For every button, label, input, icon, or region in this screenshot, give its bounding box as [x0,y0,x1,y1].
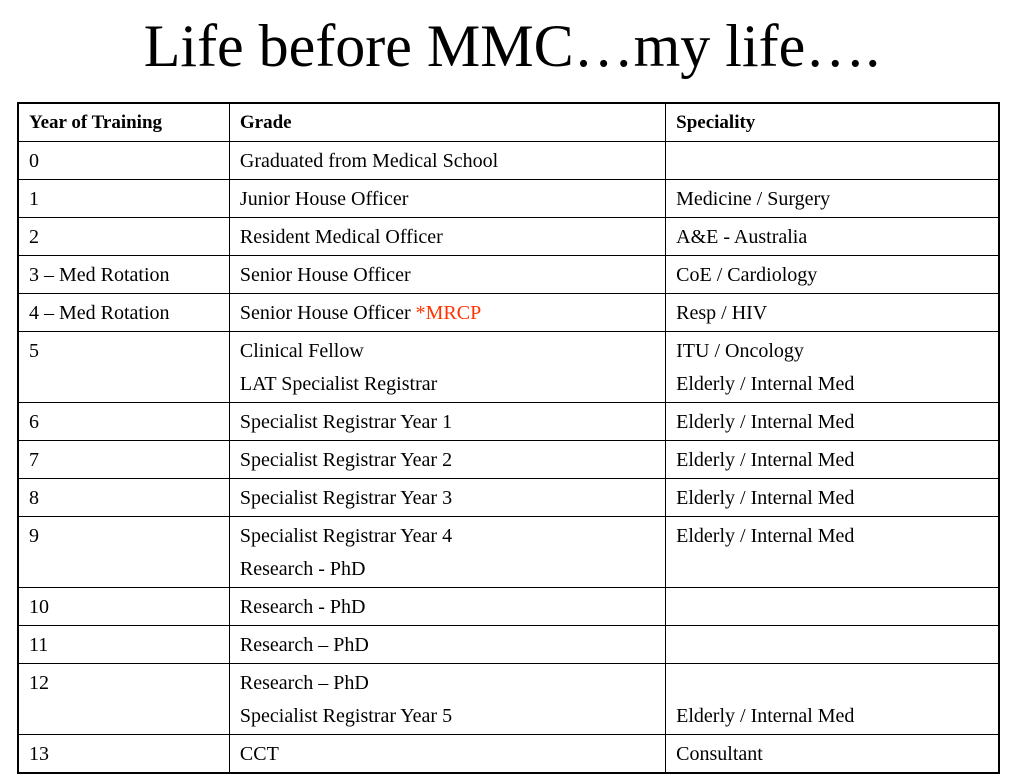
speciality-cell [666,142,999,180]
grade-line [240,187,655,211]
year-cell: 5 [18,332,229,403]
table-row [18,142,999,180]
table-row [18,256,999,294]
grade-cell [229,218,665,256]
grade-line [240,339,655,363]
grade-cell [229,142,665,180]
grade-line [240,225,655,249]
grade-cell [229,180,665,218]
speciality-line: ITU / Oncology [676,340,804,362]
year-cell: 13 [18,735,229,774]
speciality-cell [666,294,999,332]
grade-text: LAT Specialist Registrar [239,373,438,395]
grade-cell [229,403,665,441]
slide-title: Life before MMC…my life…. [143,13,881,79]
year-cell: 12 [18,664,229,735]
grade-cell [229,256,665,294]
speciality-line: Elderly / Internal Med [676,487,855,509]
grade-line [240,149,655,173]
grade-line [240,301,655,325]
table-row [18,332,999,403]
speciality-line [676,671,988,695]
grade-line [240,704,655,728]
grade-text: Senior House Officer [239,302,411,324]
grade-text: Resident Medical Officer [239,226,443,248]
header-year-of-training: Year of Training [18,103,229,142]
speciality-cell [666,588,999,626]
table-row [18,441,999,479]
grade-text: Specialist Registrar Year 5 [239,705,453,727]
year-cell: 9 [18,517,229,588]
grade-line [240,486,655,510]
speciality-cell [666,218,999,256]
grade-text: Research – PhD [239,634,369,656]
table-row [18,294,999,332]
grade-line [240,524,655,548]
grade-text: Research - PhD [239,596,366,618]
speciality-cell [666,479,999,517]
year-cell: 8 [18,479,229,517]
speciality-cell [666,664,999,735]
grade-text: Research – PhD [239,672,369,694]
year-cell: 1 [18,180,229,218]
year-cell: 6 [18,403,229,441]
grade-line [240,263,655,287]
speciality-line: Elderly / Internal Med [676,705,855,727]
speciality-cell [666,403,999,441]
year-cell: 3 – Med Rotation [18,256,229,294]
table-header-row [18,103,999,142]
table-row [18,664,999,735]
grade-line [240,671,655,695]
speciality-cell [666,735,999,774]
table-row [18,588,999,626]
grade-text: Specialist Registrar Year 4 [239,525,453,547]
grade-text: Clinical Fellow [239,340,364,362]
speciality-line: Elderly / Internal Med [676,525,855,547]
year-cell: 7 [18,441,229,479]
table-body [18,142,999,774]
grade-text: Junior House Officer [239,188,409,210]
speciality-line: Resp / HIV [676,302,768,324]
grade-text: Specialist Registrar Year 1 [239,411,453,433]
year-cell: 0 [18,142,229,180]
table-row [18,517,999,588]
grade-cell [229,332,665,403]
speciality-cell [666,441,999,479]
grade-text: CCT [239,743,279,765]
grade-cell [229,588,665,626]
grade-cell [229,441,665,479]
grade-cell [229,626,665,664]
grade-line [240,633,655,657]
grade-line [240,595,655,619]
grade-cell [229,479,665,517]
grade-line [240,557,655,581]
year-cell: 11 [18,626,229,664]
speciality-line: Elderly / Internal Med [676,411,855,433]
speciality-line: Elderly / Internal Med [676,373,855,395]
speciality-cell [666,626,999,664]
table-row [18,479,999,517]
speciality-cell [666,517,999,588]
training-table [17,102,1000,774]
grade-text: Research - PhD [239,558,366,580]
table-row [18,218,999,256]
year-cell: 2 [18,218,229,256]
year-cell: 10 [18,588,229,626]
year-cell: 4 – Med Rotation [18,294,229,332]
speciality-line: Elderly / Internal Med [676,449,855,471]
table-row [18,626,999,664]
mrcp-highlight: *MRCP [415,302,482,324]
grade-text: Specialist Registrar Year 2 [239,449,453,471]
table-row [18,180,999,218]
header-grade: Grade [229,103,665,142]
speciality-line: A&E - Australia [676,226,808,248]
speciality-cell [666,180,999,218]
grade-line [240,448,655,472]
grade-text: Specialist Registrar Year 3 [239,487,453,509]
speciality-line: Medicine / Surgery [676,188,831,210]
speciality-line: Consultant [676,743,763,765]
speciality-line: CoE / Cardiology [676,264,818,286]
grade-text: Graduated from Medical School [239,150,499,172]
grade-cell [229,735,665,774]
header-speciality: Speciality [666,103,999,142]
grade-line [240,742,655,766]
speciality-cell [666,332,999,403]
grade-cell [229,294,665,332]
grade-text: Senior House Officer [239,264,411,286]
grade-cell [229,517,665,588]
grade-cell [229,664,665,735]
table-row [18,403,999,441]
table-row [18,735,999,774]
speciality-cell [666,256,999,294]
grade-line [240,372,655,396]
grade-line [240,410,655,434]
